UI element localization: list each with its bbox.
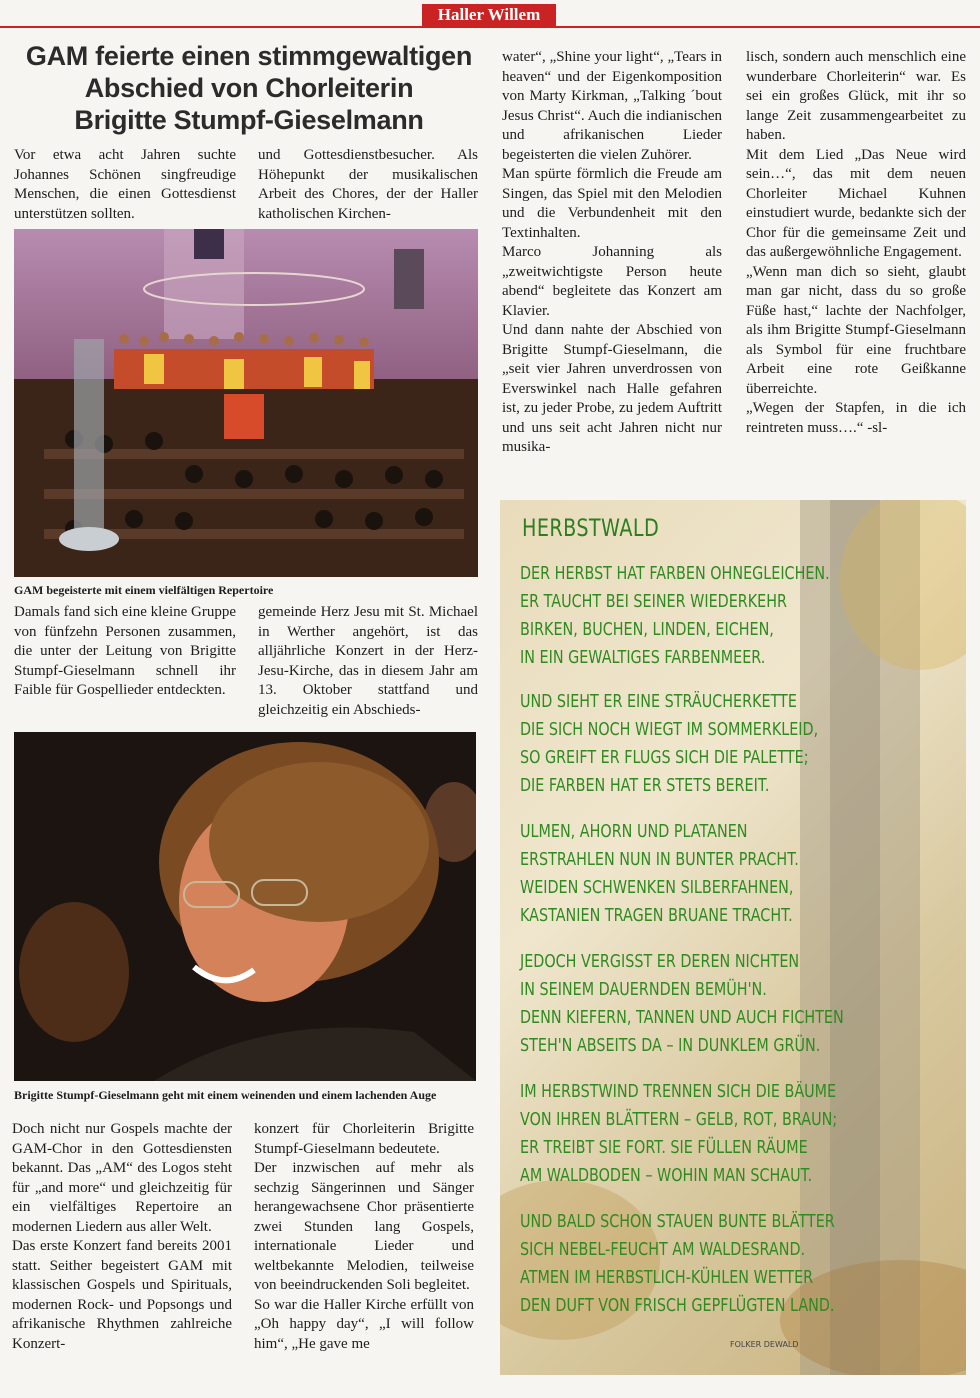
header-rule <box>0 26 980 28</box>
article-column-1-bottom <box>12 1120 232 1354</box>
poem-author: FOLKER DEWALD <box>730 1340 799 1349</box>
portrait-photo <box>14 732 476 1081</box>
poem-line: DIE SICH NOCH WIEGT IM SOMMERKLEID, <box>520 720 819 740</box>
paragraph: „Wenn man dich so sieht, glaubt man gar nicht, dass du so große Füße hast,“ lachte der Nachfolger, als ihm Brigitte Stumpf-Gieselmann als Symbol für eine fruchtbare Arbeit eine rote Geißkanne überreichte. <box>746 263 966 397</box>
headline-line: GAM feierte einen stimmgewaltigen <box>25 41 473 71</box>
poem-line: IN EIN GEWALTIGES FARBENMEER. <box>520 648 766 668</box>
photo-caption-choir: GAM begeisterte mit einem vielfältigen Repertoire <box>14 583 274 597</box>
poem-box <box>500 500 966 1375</box>
poem-line: UND SIEHT ER EINE STRÄUCHERKETTE <box>520 692 797 712</box>
paragraph: und Gottesdienstbesucher. Als Höhepunkt der musikalischen Arbeit des Chores, der der Haller katholischen Kirchen- <box>258 147 478 222</box>
article-column-4 <box>746 48 966 438</box>
article-column-2-intro <box>258 146 478 224</box>
headline-line: Abschied von Chorleiterin <box>84 73 414 103</box>
poem-line: IM HERBSTWIND TRENNEN SICH DIE BÄUME <box>520 1082 837 1102</box>
poem-line: DEN DUFT VON FRISCH GEPFLÜGTEN LAND. <box>520 1296 835 1316</box>
poem-line: UND BALD SCHON STAUEN BUNTE BLÄTTER <box>520 1212 835 1232</box>
paragraph: Man spürte förmlich die Freude am Singen, das Spiel mit den Melodien und die Verbundenheit mit den Textinhalten. <box>502 166 722 241</box>
paragraph: Und dann nahte der Abschied von Brigitte Stumpf-Gieselmann, die „seit vier Jahren unverdrossen von Everswinkel nach Halle gefahren ist, zu jeder Probe, zu jedem Auftritt und uns seit acht Jahren nicht nur musika- <box>502 322 722 455</box>
paragraph: Der inzwischen auf mehr als sechzig Sängerinnen und Sänger herangewachsene Chor präsentierte zwei Stunden lang Gospels, internationale Lieder und weltbekannte Melodien, teilweise von beeindruckenden Soli begleitet. <box>254 1160 474 1293</box>
article-column-3 <box>502 48 722 458</box>
poem-line: AM WALDBODEN – WOHIN MAN SCHAUT. <box>520 1166 813 1186</box>
poem-line: BIRKEN, BUCHEN, LINDEN, EICHEN, <box>520 620 774 640</box>
article-headline <box>12 40 486 136</box>
choir-photo-image <box>14 229 478 577</box>
paragraph: Marco Johanning als „zweitwichtigste Person heute abend“ begleitete das Konzert am Klavier. <box>502 244 722 319</box>
poem-line: DER HERBST HAT FARBEN OHNEGLEICHEN. <box>520 564 830 584</box>
poem-line: ER TAUCHT BEI SEINER WIEDERKEHR <box>520 592 787 612</box>
paragraph: Mit dem Lied „Das Neue wird sein…“, das mit dem neuen Chorleiter Michael Kuhnen einstudiert wurde, bedankte sich der Chor für die gemeinsame Zeit und das außergewöhnliche Engagement. <box>746 146 966 260</box>
poem-stanza <box>520 688 864 800</box>
paragraph: water“, „Shine your light“, „Tears in heaven“ und der Eigenkomposition von Marty Kirkman, „Talking ´bout Jesus Christ“. Auch die indianischen und afrikanischen Lieder begeisterten die vielen Zuhörer. <box>502 49 722 163</box>
poem-stanza <box>520 948 864 1060</box>
paragraph: So war die Haller Kirche erfüllt von „Oh happy day“, „I will follow him“, „He gave me <box>254 1296 474 1352</box>
poem-line: ERSTRAHLEN NUN IN BUNTER PRACHT. <box>520 850 799 870</box>
poem-stanza <box>520 818 864 930</box>
paragraph: Das erste Konzert fand bereits 2001 statt. Seither begeistert GAM mit klassischen Gospels und Spirituals, modernen Rock- und Popsongs und afrikanische Rhythmen zahlreiche Konzert- <box>12 1238 232 1352</box>
poem-line: KASTANIEN TRAGEN BRUANE TRACHT. <box>520 906 793 926</box>
section-tag: Haller Willem <box>422 4 556 26</box>
poem-line: ER TREIBT SIE FORT. SIE FÜLLEN RÄUME <box>520 1138 808 1158</box>
poem-line: WEIDEN SCHWENKEN SILBERFAHNEN, <box>520 878 794 898</box>
poem-line: SO GREIFT ER FLUGS SICH DIE PALETTE; <box>520 748 809 768</box>
poem-line: DIE FARBEN HAT ER STETS BEREIT. <box>520 776 770 796</box>
poem-line: ULMEN, AHORN UND PLATANEN <box>520 822 748 842</box>
paragraph: konzert für Chorleiterin Brigitte Stumpf-Gieselmann bedeutete. <box>254 1121 474 1157</box>
article-column-1-middle <box>14 603 236 701</box>
poem-stanza <box>520 1078 864 1190</box>
poem-line: VON IHREN BLÄTTERN – GELB, ROT, BRAUN; <box>520 1110 838 1130</box>
portrait-photo-image <box>14 732 476 1081</box>
poem-title: HERBSTWALD <box>522 514 660 542</box>
photo-caption-portrait: Brigitte Stumpf-Gieselmann geht mit einem weinenden und einem lachenden Auge <box>14 1088 437 1102</box>
paragraph: Vor etwa acht Jahren suchte Johannes Schönen singfreudige Menschen, die einen Gottesdienst unterstützen sollten. <box>14 147 236 222</box>
poem-stanza <box>520 1208 864 1320</box>
article-column-1-intro <box>14 146 236 224</box>
poem-line: JEDOCH VERGISST ER DEREN NICHTEN <box>520 952 800 972</box>
poem-line: IN SEINEM DAUERNDEN BEMÜH'N. <box>520 980 767 1000</box>
headline-line: Brigitte Stumpf-Gieselmann <box>74 105 424 135</box>
paragraph: gemeinde Herz Jesu mit St. Michael in Werther angehört, ist das alljährliche Konzert in der Herz-Jesu-Kirche, das in diesem Jahr am 13. Oktober stattfand und gleichzeitig ein Abschieds- <box>258 604 478 718</box>
page-header <box>0 0 980 28</box>
paragraph: „Wegen der Stapfen, in die ich reintreten muss….“ -sl- <box>746 400 966 436</box>
poem-stanza <box>520 560 864 672</box>
poem-line: DENN KIEFERN, TANNEN UND AUCH FICHTEN <box>520 1008 844 1028</box>
paragraph: Doch nicht nur Gospels machte der GAM-Chor in den Gottesdiensten bekannt. Das „AM“ des Logos steht für „and more“ und gleichzeitig für ein vielfältiges Repertoire an modernen Liedern aus aller Welt. <box>12 1121 232 1235</box>
article-column-2-middle <box>258 603 478 720</box>
article-column-2-bottom <box>254 1120 474 1354</box>
paragraph: lisch, sondern auch menschlich eine wunderbare Chorleiterin“ war. Es sei ein großes Glück, mit ihr so lange Zeit zusammengearbeitet zu haben. <box>746 49 966 143</box>
poem-line: STEH'N ABSEITS DA – IN DUNKLEM GRÜN. <box>520 1036 821 1056</box>
poem-line: ATMEN IM HERBSTLICH-KÜHLEN WETTER <box>520 1268 814 1288</box>
poem-line: SICH NEBEL-FEUCHT AM WALDESRAND. <box>520 1240 806 1260</box>
choir-photo <box>14 229 478 577</box>
paragraph: Damals fand sich eine kleine Gruppe von fünfzehn Personen zusammen, die unter der Leitung von Brigitte Stumpf-Gieselmann schnell ihr Faible für Gospellieder entdeckten. <box>14 604 237 698</box>
